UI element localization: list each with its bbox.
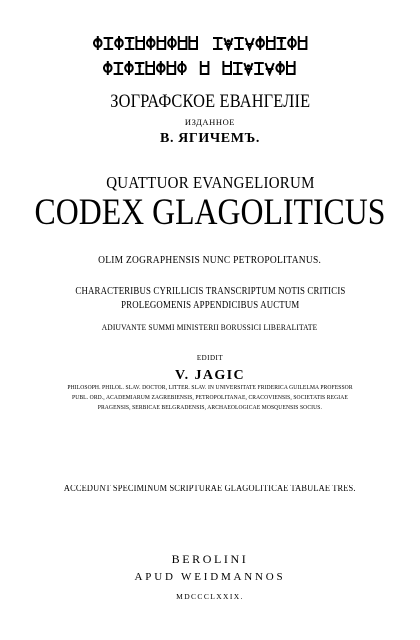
glagolitic-glyph bbox=[299, 37, 307, 49]
imprint-year: MDCCCLXXIX. bbox=[176, 593, 244, 601]
description-line1: CHARACTERIBUS CYRILLICIS TRANSCRIPTUM NOTIS CRITICIS bbox=[74, 287, 346, 297]
credentials-line3: PRAGENSIS, SERBICAE BELGRADENSIS, ARCHAEOLOGICAE MOSQUENSIS SOCIUS. bbox=[97, 405, 323, 411]
glagolitic-glyph bbox=[234, 63, 242, 74]
glagolitic-glyph bbox=[158, 37, 166, 49]
glagolitic-glyph bbox=[146, 62, 154, 74]
glagolitic-glyph bbox=[201, 62, 209, 74]
cyrillic-editor: В. ЯГИЧЕМЪ. bbox=[160, 132, 260, 146]
edidit-label: EDIDIT bbox=[196, 355, 224, 362]
glagolitic-glyph bbox=[104, 62, 112, 74]
credentials-line2: PUBL. ORD., ACADEMIARUM ZAGREBIENSIS, PETROPOLITANAE, CRACOVIENSIS, SOCIETATIS REGIAE bbox=[72, 395, 348, 401]
cyrillic-title: ЗОГРАФСКОЕ ЕВАНГЕЛIЕ bbox=[110, 92, 310, 111]
credentials-line1: PHILOSOPH. PHILOL. SLAV. DOCTOR, LITTER. SLAV. IN UNIVERSITATE FRIDERICA GUILELMA PROFESSOR bbox=[67, 385, 353, 391]
latin-title-small: QUATTUOR EVANGELIORUM bbox=[105, 174, 315, 191]
glagolitic-glyph bbox=[136, 37, 144, 49]
glagolitic-glyph bbox=[115, 63, 123, 74]
glagolitic-glyph bbox=[278, 38, 286, 49]
glagolitic-glyph bbox=[235, 38, 243, 49]
glagolitic-glyph bbox=[287, 62, 295, 74]
glagolitic-glyph bbox=[255, 63, 263, 74]
description-line2: PROLEGOMENIS APPENDICIBUS AUCTUM bbox=[120, 301, 300, 311]
glagolitic-glyph bbox=[179, 37, 187, 49]
glagolitic-glyph bbox=[168, 37, 176, 49]
glagolitic-glyph bbox=[266, 64, 274, 74]
glagolitic-title-line2 bbox=[102, 60, 318, 76]
edition-note: ИЗДАННОЕ bbox=[184, 118, 236, 127]
subtitle: OLIM ZOGRAPHENSIS NUNC PETROPOLITANUS. bbox=[98, 255, 322, 266]
support-line: ADIUVANTE SUMMI MINISTERII BORUSSICI LIBERALITATE bbox=[102, 323, 318, 332]
glagolitic-glyph bbox=[214, 38, 222, 49]
glagolitic-glyph bbox=[115, 37, 123, 49]
glagolitic-glyph bbox=[126, 38, 134, 49]
glagolitic-glyph bbox=[94, 37, 102, 49]
imprint-publisher: APUD WEIDMANNOS bbox=[134, 572, 286, 583]
glagolitic-glyph bbox=[168, 62, 176, 74]
editor-name: V. JAGIĆ bbox=[174, 369, 246, 383]
glagolitic-title-line1 bbox=[92, 35, 328, 51]
glagolitic-glyph bbox=[178, 62, 186, 74]
glagolitic-glyph bbox=[225, 39, 233, 49]
glagolitic-glyph bbox=[276, 62, 284, 74]
plates-note: ACCEDUNT SPECIMINUM SCRIPTURAE GLAGOLITICAE TABULAE TRES. bbox=[64, 485, 356, 494]
glagolitic-glyph bbox=[125, 62, 133, 74]
glagolitic-glyph bbox=[223, 62, 231, 74]
glagolitic-glyph bbox=[136, 63, 144, 74]
glagolitic-glyph bbox=[256, 37, 264, 49]
glagolitic-glyph bbox=[288, 37, 296, 49]
glagolitic-glyph bbox=[147, 37, 155, 49]
glagolitic-glyph bbox=[267, 37, 275, 49]
glagolitic-glyph bbox=[246, 39, 254, 49]
glagolitic-glyph bbox=[245, 64, 253, 74]
imprint-city: BEROLINI bbox=[171, 553, 249, 565]
glagolitic-glyph bbox=[157, 62, 165, 74]
glagolitic-glyph bbox=[189, 37, 197, 49]
glagolitic-glyph bbox=[105, 38, 113, 49]
latin-title-large: CODEX GLAGOLITICUS bbox=[34, 194, 386, 231]
